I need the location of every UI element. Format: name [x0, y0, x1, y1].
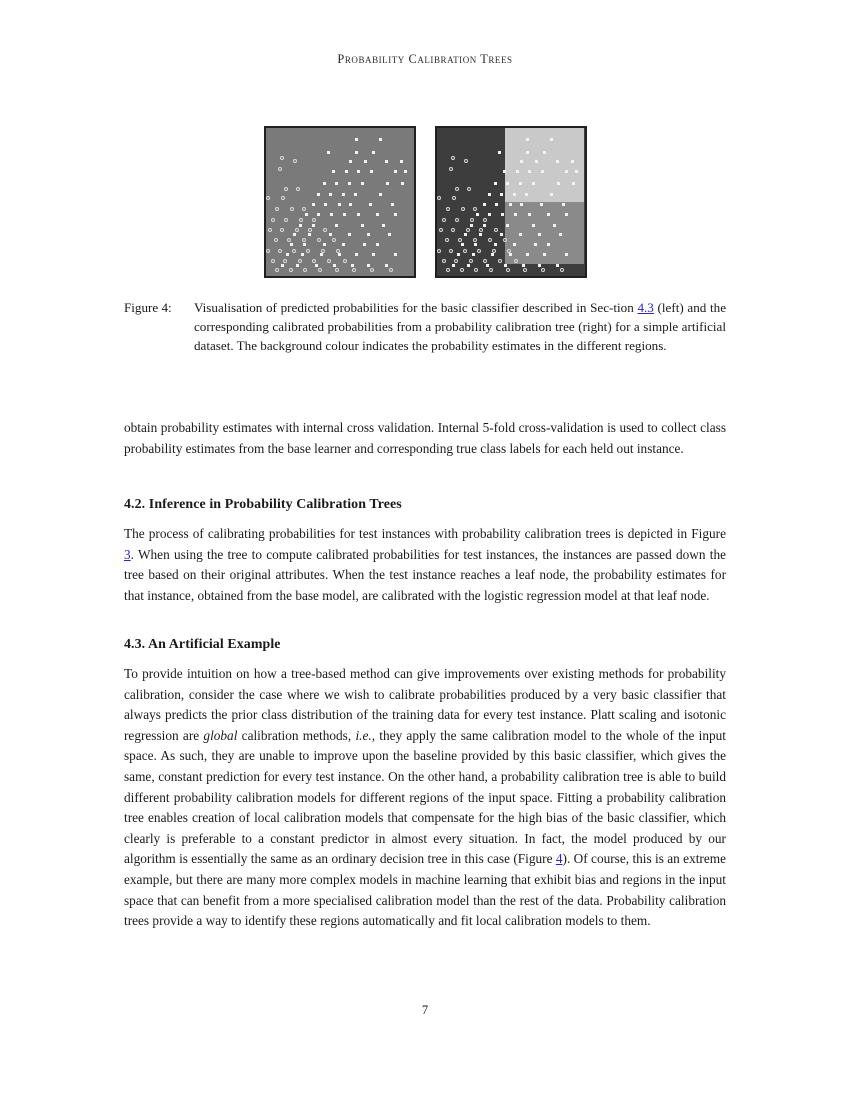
data-point-class-positive	[401, 182, 404, 185]
data-point-class-positive	[476, 213, 479, 216]
data-point-class-positive	[363, 243, 366, 246]
data-point-class-positive	[394, 253, 397, 256]
data-point-class-negative	[507, 249, 511, 253]
data-point-class-positive	[355, 138, 358, 141]
data-point-class-positive	[364, 160, 367, 163]
data-point-class-positive	[500, 193, 503, 196]
data-point-class-positive	[519, 182, 522, 185]
data-point-class-positive	[483, 224, 486, 227]
data-point-class-negative	[299, 218, 303, 222]
data-point-class-positive	[483, 203, 486, 206]
figure-caption-text	[194, 298, 726, 356]
data-point-class-positive	[506, 182, 509, 185]
data-point-class-positive	[572, 182, 575, 185]
data-point-class-positive	[526, 253, 529, 256]
data-point-class-positive	[565, 253, 568, 256]
data-point-class-negative	[312, 259, 316, 263]
data-point-class-positive	[556, 160, 559, 163]
intro-paragraph: obtain probability estimates with internal cross validation. Internal 5-fold cross-validation is used to collect class probability estimates from the base learner and corresponding true class labels for each held out instance.	[124, 420, 726, 456]
data-point-class-positive	[323, 243, 326, 246]
data-point-class-positive	[345, 170, 348, 173]
data-point-class-positive	[528, 170, 531, 173]
data-point-class-positive	[488, 213, 491, 216]
data-point-class-positive	[562, 203, 565, 206]
data-point-class-positive	[526, 138, 529, 141]
data-point-class-positive	[514, 213, 517, 216]
data-point-class-negative	[454, 259, 458, 263]
data-point-class-positive	[372, 151, 375, 154]
data-point-class-negative	[332, 238, 336, 242]
data-point-class-positive	[470, 224, 473, 227]
data-point-class-positive	[498, 151, 501, 154]
data-point-class-positive	[513, 193, 516, 196]
data-point-class-positive	[338, 253, 341, 256]
data-point-class-negative	[281, 196, 285, 200]
data-point-class-positive	[335, 182, 338, 185]
data-point-class-negative	[287, 238, 291, 242]
data-point-class-positive	[379, 138, 382, 141]
data-point-class-positive	[500, 233, 503, 236]
data-point-class-negative	[451, 156, 455, 160]
data-point-class-positive	[526, 151, 529, 154]
data-point-class-positive	[528, 213, 531, 216]
data-point-class-positive	[516, 170, 519, 173]
data-point-class-positive	[333, 264, 336, 267]
data-point-class-positive	[385, 160, 388, 163]
running-head: Probability Calibration Trees	[337, 52, 513, 66]
data-point-class-positive	[296, 264, 299, 267]
s43-italic-global: global	[203, 727, 238, 743]
s43-text-2: calibration methods,	[237, 727, 356, 743]
data-point-class-positive	[343, 213, 346, 216]
data-point-class-negative	[292, 249, 296, 253]
data-point-class-positive	[486, 264, 489, 267]
data-point-class-positive	[495, 203, 498, 206]
data-point-class-negative	[455, 187, 459, 191]
data-point-class-positive	[556, 264, 559, 267]
data-point-class-positive	[565, 170, 568, 173]
s43-text-4: ). Of course, this is an extreme example, but there are many more complex models in machine learning that exhibit bias and regions in the input space that can benefit from a more specialised calibration model than the rest of the data. Probability calibration trees provide a way to identify these regions automatically and fit local calibration models to them.	[124, 851, 726, 929]
data-point-class-positive	[525, 193, 528, 196]
data-point-class-negative	[271, 218, 275, 222]
data-point-class-positive	[509, 203, 512, 206]
data-point-class-positive	[550, 193, 553, 196]
data-point-class-positive	[335, 224, 338, 227]
data-point-class-positive	[376, 213, 379, 216]
data-point-class-negative	[466, 228, 470, 232]
data-point-class-positive	[532, 182, 535, 185]
section-4-3-block	[124, 635, 726, 932]
figure-caption	[124, 298, 726, 356]
data-point-class-negative	[296, 187, 300, 191]
data-point-class-positive	[464, 233, 467, 236]
data-point-class-positive	[324, 203, 327, 206]
data-point-class-positive	[303, 243, 306, 246]
data-point-class-positive	[538, 264, 541, 267]
data-point-class-positive	[457, 253, 460, 256]
data-point-class-negative	[479, 228, 483, 232]
data-point-class-negative	[275, 207, 279, 211]
data-point-class-positive	[293, 233, 296, 236]
data-point-class-negative	[352, 268, 356, 272]
s42-text-2: . When using the tree to compute calibrated probabilities for test instances, the instances are passed down the tree based on their original attributes. When the test instance reaches a leaf node, the probability estimates for that instance, obtained from the base model, are calibrated with the logistic regression model at that leaf node.	[124, 546, 726, 603]
data-point-class-positive	[506, 224, 509, 227]
data-point-class-positive	[543, 253, 546, 256]
data-point-class-negative	[494, 228, 498, 232]
data-point-class-negative	[470, 218, 474, 222]
data-point-class-negative	[370, 268, 374, 272]
data-point-class-positive	[320, 253, 323, 256]
data-point-class-negative	[460, 268, 464, 272]
data-point-class-positive	[472, 253, 475, 256]
intro-paragraph-block	[124, 418, 726, 459]
data-point-class-positive	[305, 213, 308, 216]
data-point-class-positive	[367, 264, 370, 267]
data-point-class-positive	[452, 264, 455, 267]
data-point-class-positive	[342, 243, 345, 246]
data-point-class-positive	[348, 182, 351, 185]
s43-text-1: To provide intuition on how a tree-based method can give improvements over existing methods for probability calibration, consider the case where we wish to calibrate probabilities produced by a very basic classifier that always predicts the prior class distribution of the training data for every test instance. Platt scaling and isotonic regression are	[124, 666, 726, 743]
data-point-class-positive	[317, 213, 320, 216]
caption-text-2: (left) and the corresponding calibrated probabilities from a probability calibration tree (right) for a simple artificial dataset. The background colour indicates the probability estimates in the different regions.	[194, 300, 726, 354]
data-point-class-positive	[342, 193, 345, 196]
section-4-2-block	[124, 495, 726, 606]
data-point-class-negative	[295, 228, 299, 232]
section-4-2-paragraph	[124, 524, 726, 606]
data-point-class-negative	[321, 249, 325, 253]
figure-panels	[0, 126, 850, 278]
data-point-class-positive	[565, 213, 568, 216]
data-point-class-negative	[280, 228, 284, 232]
data-point-class-negative	[266, 249, 270, 253]
data-point-class-positive	[361, 224, 364, 227]
data-point-class-positive	[553, 224, 556, 227]
data-point-class-positive	[329, 233, 332, 236]
data-point-class-negative	[506, 268, 510, 272]
data-point-class-positive	[571, 160, 574, 163]
data-point-class-positive	[312, 203, 315, 206]
data-point-class-positive	[372, 253, 375, 256]
data-point-class-positive	[513, 243, 516, 246]
data-point-class-positive	[559, 233, 562, 236]
data-point-class-positive	[348, 233, 351, 236]
figure-3-link[interactable]: 3	[124, 546, 131, 562]
data-point-class-positive	[504, 264, 507, 267]
s42-text-1: The process of calibrating probabilities for test instances with probability calibration trees is depicted in Figure	[124, 526, 726, 541]
data-point-class-positive	[400, 160, 403, 163]
data-point-class-positive	[479, 233, 482, 236]
data-point-class-positive	[394, 213, 397, 216]
figure-label: Figure 4:	[124, 300, 172, 315]
data-point-class-negative	[293, 159, 297, 163]
data-point-class-negative	[455, 218, 459, 222]
data-point-class-negative	[469, 259, 473, 263]
data-point-class-positive	[494, 243, 497, 246]
s43-italic-ie: i.e.	[355, 727, 372, 743]
data-point-class-positive	[501, 213, 504, 216]
data-point-class-positive	[494, 182, 497, 185]
data-point-class-positive	[370, 170, 373, 173]
data-point-class-positive	[286, 253, 289, 256]
data-point-class-positive	[474, 243, 477, 246]
data-point-class-positive	[522, 264, 525, 267]
data-point-class-positive	[357, 170, 360, 173]
data-point-class-negative	[280, 156, 284, 160]
data-point-class-negative	[298, 259, 302, 263]
data-point-class-positive	[575, 170, 578, 173]
data-point-class-positive	[382, 224, 385, 227]
data-point-class-negative	[284, 187, 288, 191]
data-point-class-negative	[306, 249, 310, 253]
data-point-class-negative	[463, 249, 467, 253]
data-point-class-negative	[302, 207, 306, 211]
data-point-class-positive	[388, 233, 391, 236]
data-point-class-positive	[540, 203, 543, 206]
basic-classifier-panel	[264, 126, 416, 278]
data-point-class-positive	[317, 193, 320, 196]
data-point-class-negative	[317, 238, 321, 242]
data-point-class-positive	[547, 243, 550, 246]
data-point-class-positive	[315, 264, 318, 267]
data-point-class-negative	[289, 268, 293, 272]
data-point-class-negative	[335, 268, 339, 272]
page-number: 7	[421, 1003, 429, 1017]
panel-background-uniform	[266, 128, 414, 276]
data-point-class-negative	[275, 268, 279, 272]
data-point-class-negative	[274, 238, 278, 242]
data-point-class-positive	[290, 243, 293, 246]
data-point-class-negative	[268, 228, 272, 232]
data-point-class-negative	[451, 228, 455, 232]
data-point-class-negative	[467, 187, 471, 191]
data-point-class-negative	[442, 218, 446, 222]
data-point-class-positive	[520, 203, 523, 206]
data-point-class-positive	[354, 193, 357, 196]
data-point-class-negative	[290, 207, 294, 211]
s43-text-3: , they apply the same calibration model to the whole of the input space. As such, they are unable to improve upon the baseline provided by this basic classifier, which gives the same, constant prediction for every test instance. On the other hand, a probability calibration tree is able to build different probability calibration models for different regions of the input space. Fitting a probability calibration tree enables creation of local calibration models that compensate for the high bias of the basic classifier, which clearly is preferable to a constant predictor in almost every situation. In fact, the model produced by our algorithm is essentially the same as an ordinary decision tree in this case (Figure	[124, 727, 727, 867]
data-point-class-positive	[534, 243, 537, 246]
data-point-class-negative	[452, 196, 456, 200]
caption-section-link[interactable]: 4.3	[637, 300, 654, 315]
data-point-class-positive	[376, 243, 379, 246]
data-point-class-positive	[557, 182, 560, 185]
data-point-class-positive	[520, 160, 523, 163]
data-point-class-negative	[278, 249, 282, 253]
data-point-class-positive	[532, 224, 535, 227]
data-point-class-negative	[284, 218, 288, 222]
data-point-class-positive	[538, 233, 541, 236]
data-point-class-positive	[330, 213, 333, 216]
data-point-class-positive	[541, 170, 544, 173]
data-point-class-positive	[329, 193, 332, 196]
data-point-class-negative	[308, 228, 312, 232]
panel-background-regions	[437, 128, 585, 276]
data-point-class-positive	[351, 264, 354, 267]
data-point-class-negative	[271, 259, 275, 263]
data-point-class-positive	[509, 253, 512, 256]
data-point-class-negative	[323, 228, 327, 232]
data-point-class-positive	[281, 264, 284, 267]
data-point-class-positive	[543, 151, 546, 154]
region-top-right-light	[505, 128, 585, 202]
data-point-class-negative	[302, 238, 306, 242]
data-point-class-positive	[385, 264, 388, 267]
data-point-class-positive	[355, 253, 358, 256]
data-point-class-positive	[338, 203, 341, 206]
data-point-class-positive	[547, 213, 550, 216]
data-point-class-positive	[357, 213, 360, 216]
data-point-class-positive	[550, 138, 553, 141]
figure-4	[0, 126, 850, 278]
data-point-class-positive	[332, 170, 335, 173]
data-point-class-negative	[343, 259, 347, 263]
data-point-class-positive	[299, 224, 302, 227]
data-point-class-positive	[391, 203, 394, 206]
data-point-class-positive	[488, 193, 491, 196]
section-4-3-paragraph	[124, 664, 726, 932]
data-point-class-negative	[303, 268, 307, 272]
data-point-class-positive	[535, 160, 538, 163]
data-point-class-positive	[301, 253, 304, 256]
data-point-class-negative	[266, 196, 270, 200]
data-point-class-positive	[467, 264, 470, 267]
data-point-class-positive	[379, 193, 382, 196]
data-point-class-negative	[464, 159, 468, 163]
data-point-class-negative	[327, 259, 331, 263]
data-point-class-negative	[283, 259, 287, 263]
data-point-class-negative	[336, 249, 340, 253]
data-point-class-positive	[394, 170, 397, 173]
data-point-class-positive	[461, 243, 464, 246]
data-point-class-positive	[386, 182, 389, 185]
data-point-class-positive	[404, 170, 407, 173]
data-point-class-positive	[355, 151, 358, 154]
data-point-class-positive	[369, 203, 372, 206]
section-4-3-heading: 4.3. An Artificial Example	[124, 637, 281, 652]
figure-4-link[interactable]: 4	[555, 851, 563, 867]
data-point-class-positive	[323, 182, 326, 185]
data-point-class-positive	[327, 151, 330, 154]
data-point-class-positive	[367, 233, 370, 236]
data-point-class-positive	[519, 233, 522, 236]
data-point-class-positive	[349, 160, 352, 163]
data-point-class-negative	[318, 268, 322, 272]
data-point-class-negative	[312, 218, 316, 222]
data-point-class-positive	[503, 170, 506, 173]
caption-text-1: Visualisation of predicted probabilities for the basic classifier described in Sec-tion	[194, 300, 638, 315]
data-point-class-positive	[312, 224, 315, 227]
data-point-class-positive	[491, 253, 494, 256]
data-point-class-negative	[278, 167, 282, 171]
data-point-class-negative	[389, 268, 393, 272]
section-4-2-heading: 4.2. Inference in Probability Calibration Trees	[124, 497, 402, 512]
calibration-tree-panel	[435, 126, 587, 278]
data-point-class-positive	[308, 233, 311, 236]
data-point-class-positive	[361, 182, 364, 185]
data-point-class-positive	[349, 203, 352, 206]
